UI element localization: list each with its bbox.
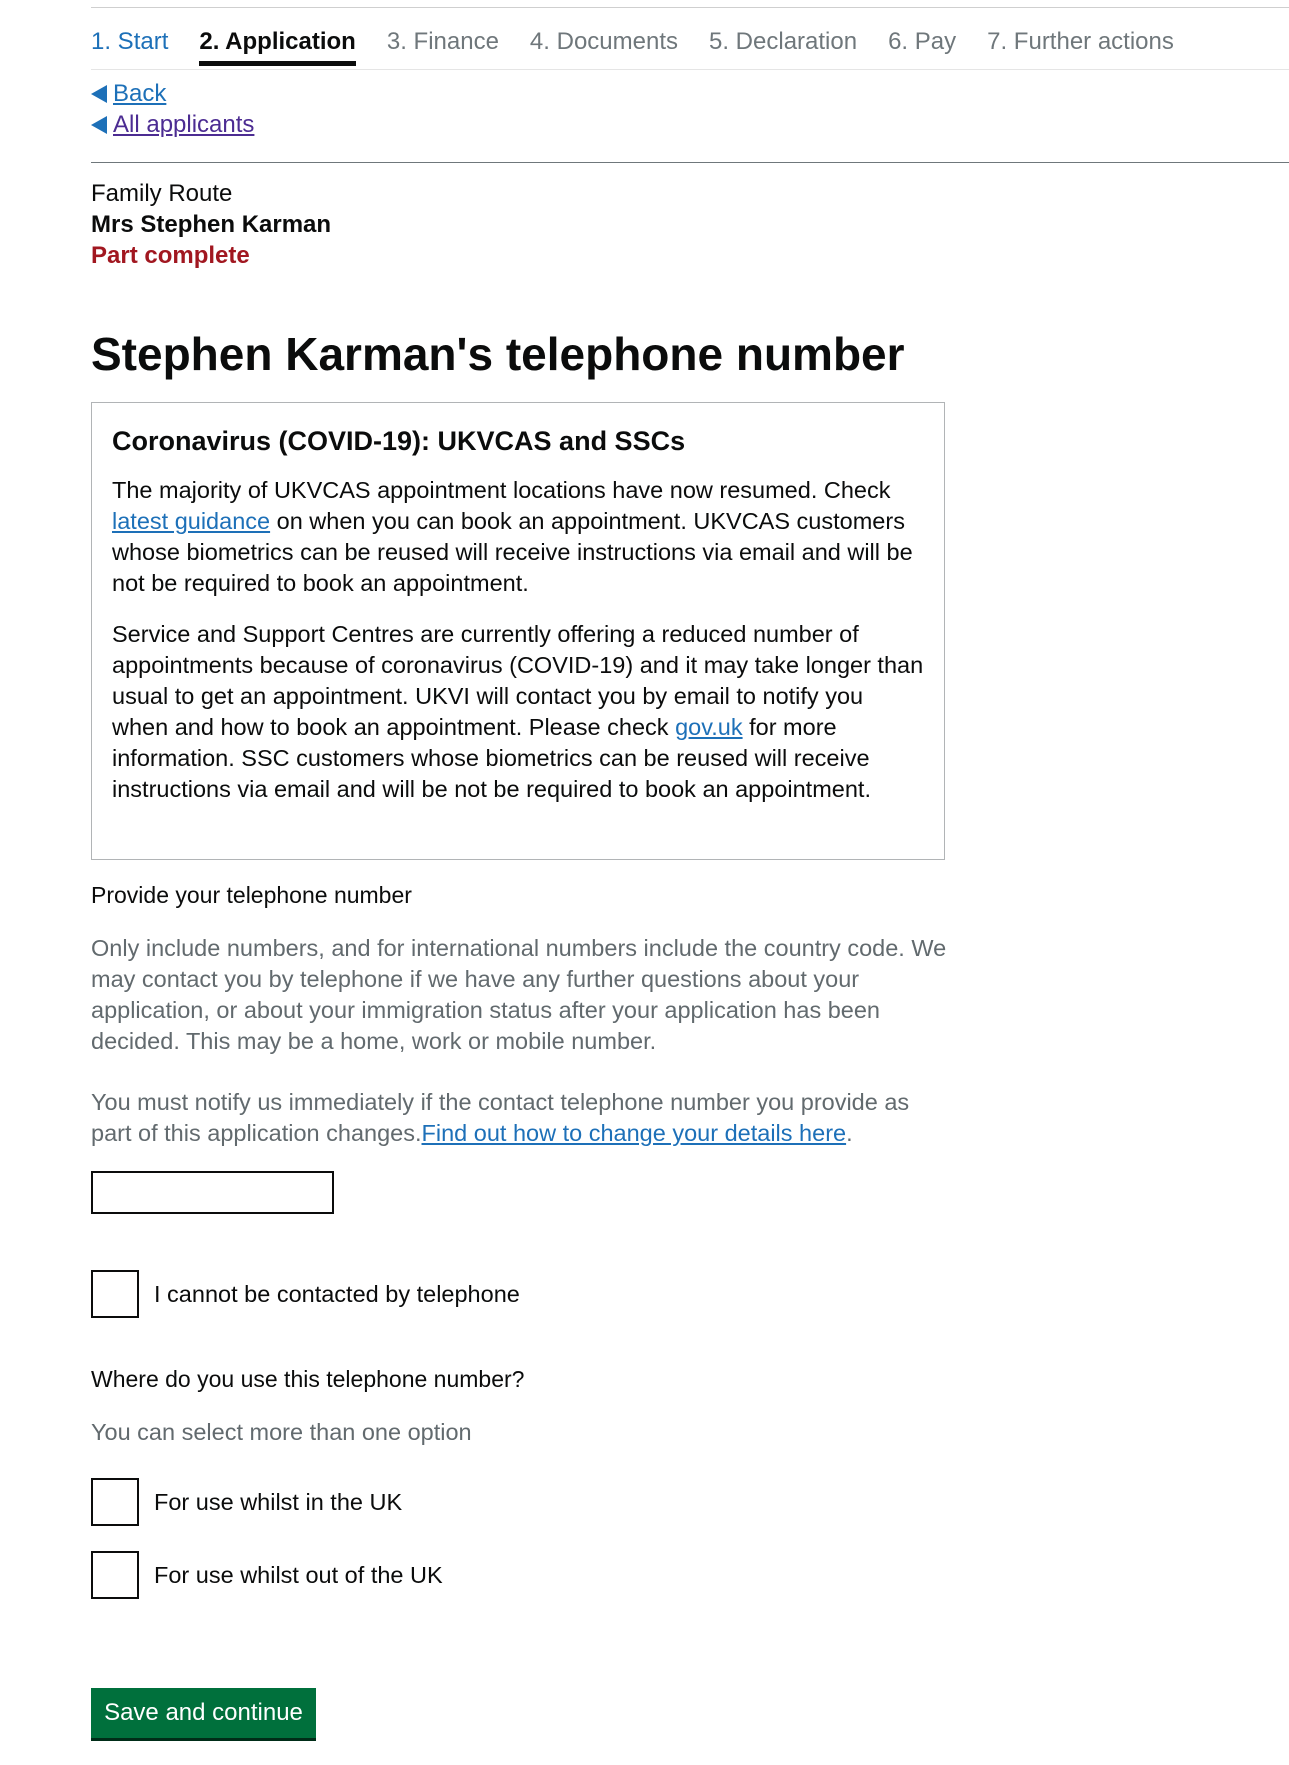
panel-text: for more information. SSC customers whose biometrics can be reused will receive instructions via email and will be not be required to book an appointment. — [112, 714, 871, 802]
no-phone-label[interactable]: I cannot be contacted by telephone — [154, 1280, 520, 1307]
out-of-uk-label[interactable]: For use whilst out of the UK — [154, 1561, 443, 1588]
in-uk-checkbox[interactable] — [91, 1478, 139, 1526]
change-details-link[interactable]: Find out how to change your details here — [421, 1120, 847, 1146]
back-arrow-icon — [91, 116, 107, 134]
section-divider — [91, 162, 1289, 163]
step-further-actions: 7. Further actions — [987, 28, 1174, 55]
back-link-row — [91, 78, 254, 109]
phone-change-hint — [91, 1087, 951, 1149]
route-name: Family Route — [91, 180, 233, 207]
latest-guidance-link[interactable]: latest guidance — [112, 508, 271, 534]
no-phone-checkbox[interactable] — [91, 1270, 139, 1318]
usage-question: Where do you use this telephone number? — [91, 1366, 525, 1392]
usage-hint: You can select more than one option — [91, 1419, 472, 1445]
hint-text: . — [846, 1120, 853, 1146]
step-application[interactable]: 2. Application — [199, 28, 355, 66]
telephone-input[interactable] — [91, 1171, 334, 1214]
steps-divider — [91, 69, 1289, 70]
back-links — [91, 78, 254, 140]
save-and-continue-button[interactable]: Save and continue — [91, 1688, 316, 1738]
gov-uk-link[interactable]: gov.uk — [675, 714, 743, 740]
step-pay: 6. Pay — [888, 28, 957, 55]
usage-option-in-uk[interactable] — [91, 1478, 402, 1526]
top-divider — [91, 7, 1289, 8]
progress-steps — [91, 28, 1205, 66]
panel-text: Service and Support Centres are currently offering a reduced number of appointments because of coronavirus (COVID-19) and it may take longer than usual to get an appointment. UKVI will contact you by email to notify you when and how to book an appointment. Please check — [112, 621, 924, 740]
back-link[interactable]: Back — [113, 80, 167, 107]
back-arrow-icon — [91, 85, 107, 103]
step-declaration: 5. Declaration — [709, 28, 858, 55]
phone-label: Provide your telephone number — [91, 882, 412, 908]
step-documents: 4. Documents — [529, 28, 678, 55]
page-title: Stephen Karman's telephone number — [91, 328, 905, 380]
covid-info-panel — [91, 402, 945, 860]
all-applicants-link-row — [91, 109, 254, 140]
usage-option-out-of-uk[interactable] — [91, 1551, 443, 1599]
out-of-uk-checkbox[interactable] — [91, 1551, 139, 1599]
application-summary — [91, 178, 331, 271]
panel-paragraph-ukvcas — [112, 475, 924, 599]
applicant-name: Mrs Stephen Karman — [91, 211, 332, 238]
in-uk-label[interactable]: For use whilst in the UK — [154, 1488, 403, 1515]
step-start[interactable]: 1. Start — [91, 28, 169, 55]
all-applicants-link[interactable]: All applicants — [113, 111, 255, 138]
panel-heading: Coronavirus (COVID-19): UKVCAS and SSCs — [112, 426, 686, 456]
panel-text: on when you can book an appointment. UKVCAS customers whose biometrics can be reused will receive instructions via email and will be not be required to book an appointment. — [112, 508, 913, 596]
status-label: Part complete — [91, 242, 250, 269]
step-finance: 3. Finance — [386, 28, 499, 55]
no-phone-option[interactable] — [91, 1270, 520, 1318]
phone-hint: Only include numbers, and for international numbers include the country code. We may contact you by telephone if we have any further questions about your application, or about your immigration status after your application has been decided. This may be a home, work or mobile number. — [91, 935, 947, 1054]
panel-text: The majority of UKVCAS appointment locations have now resumed. Check — [112, 477, 891, 503]
panel-paragraph-ssc — [112, 619, 924, 805]
hint-text: You must notify us immediately if the contact telephone number you provide as part of this application changes. — [91, 1089, 910, 1146]
